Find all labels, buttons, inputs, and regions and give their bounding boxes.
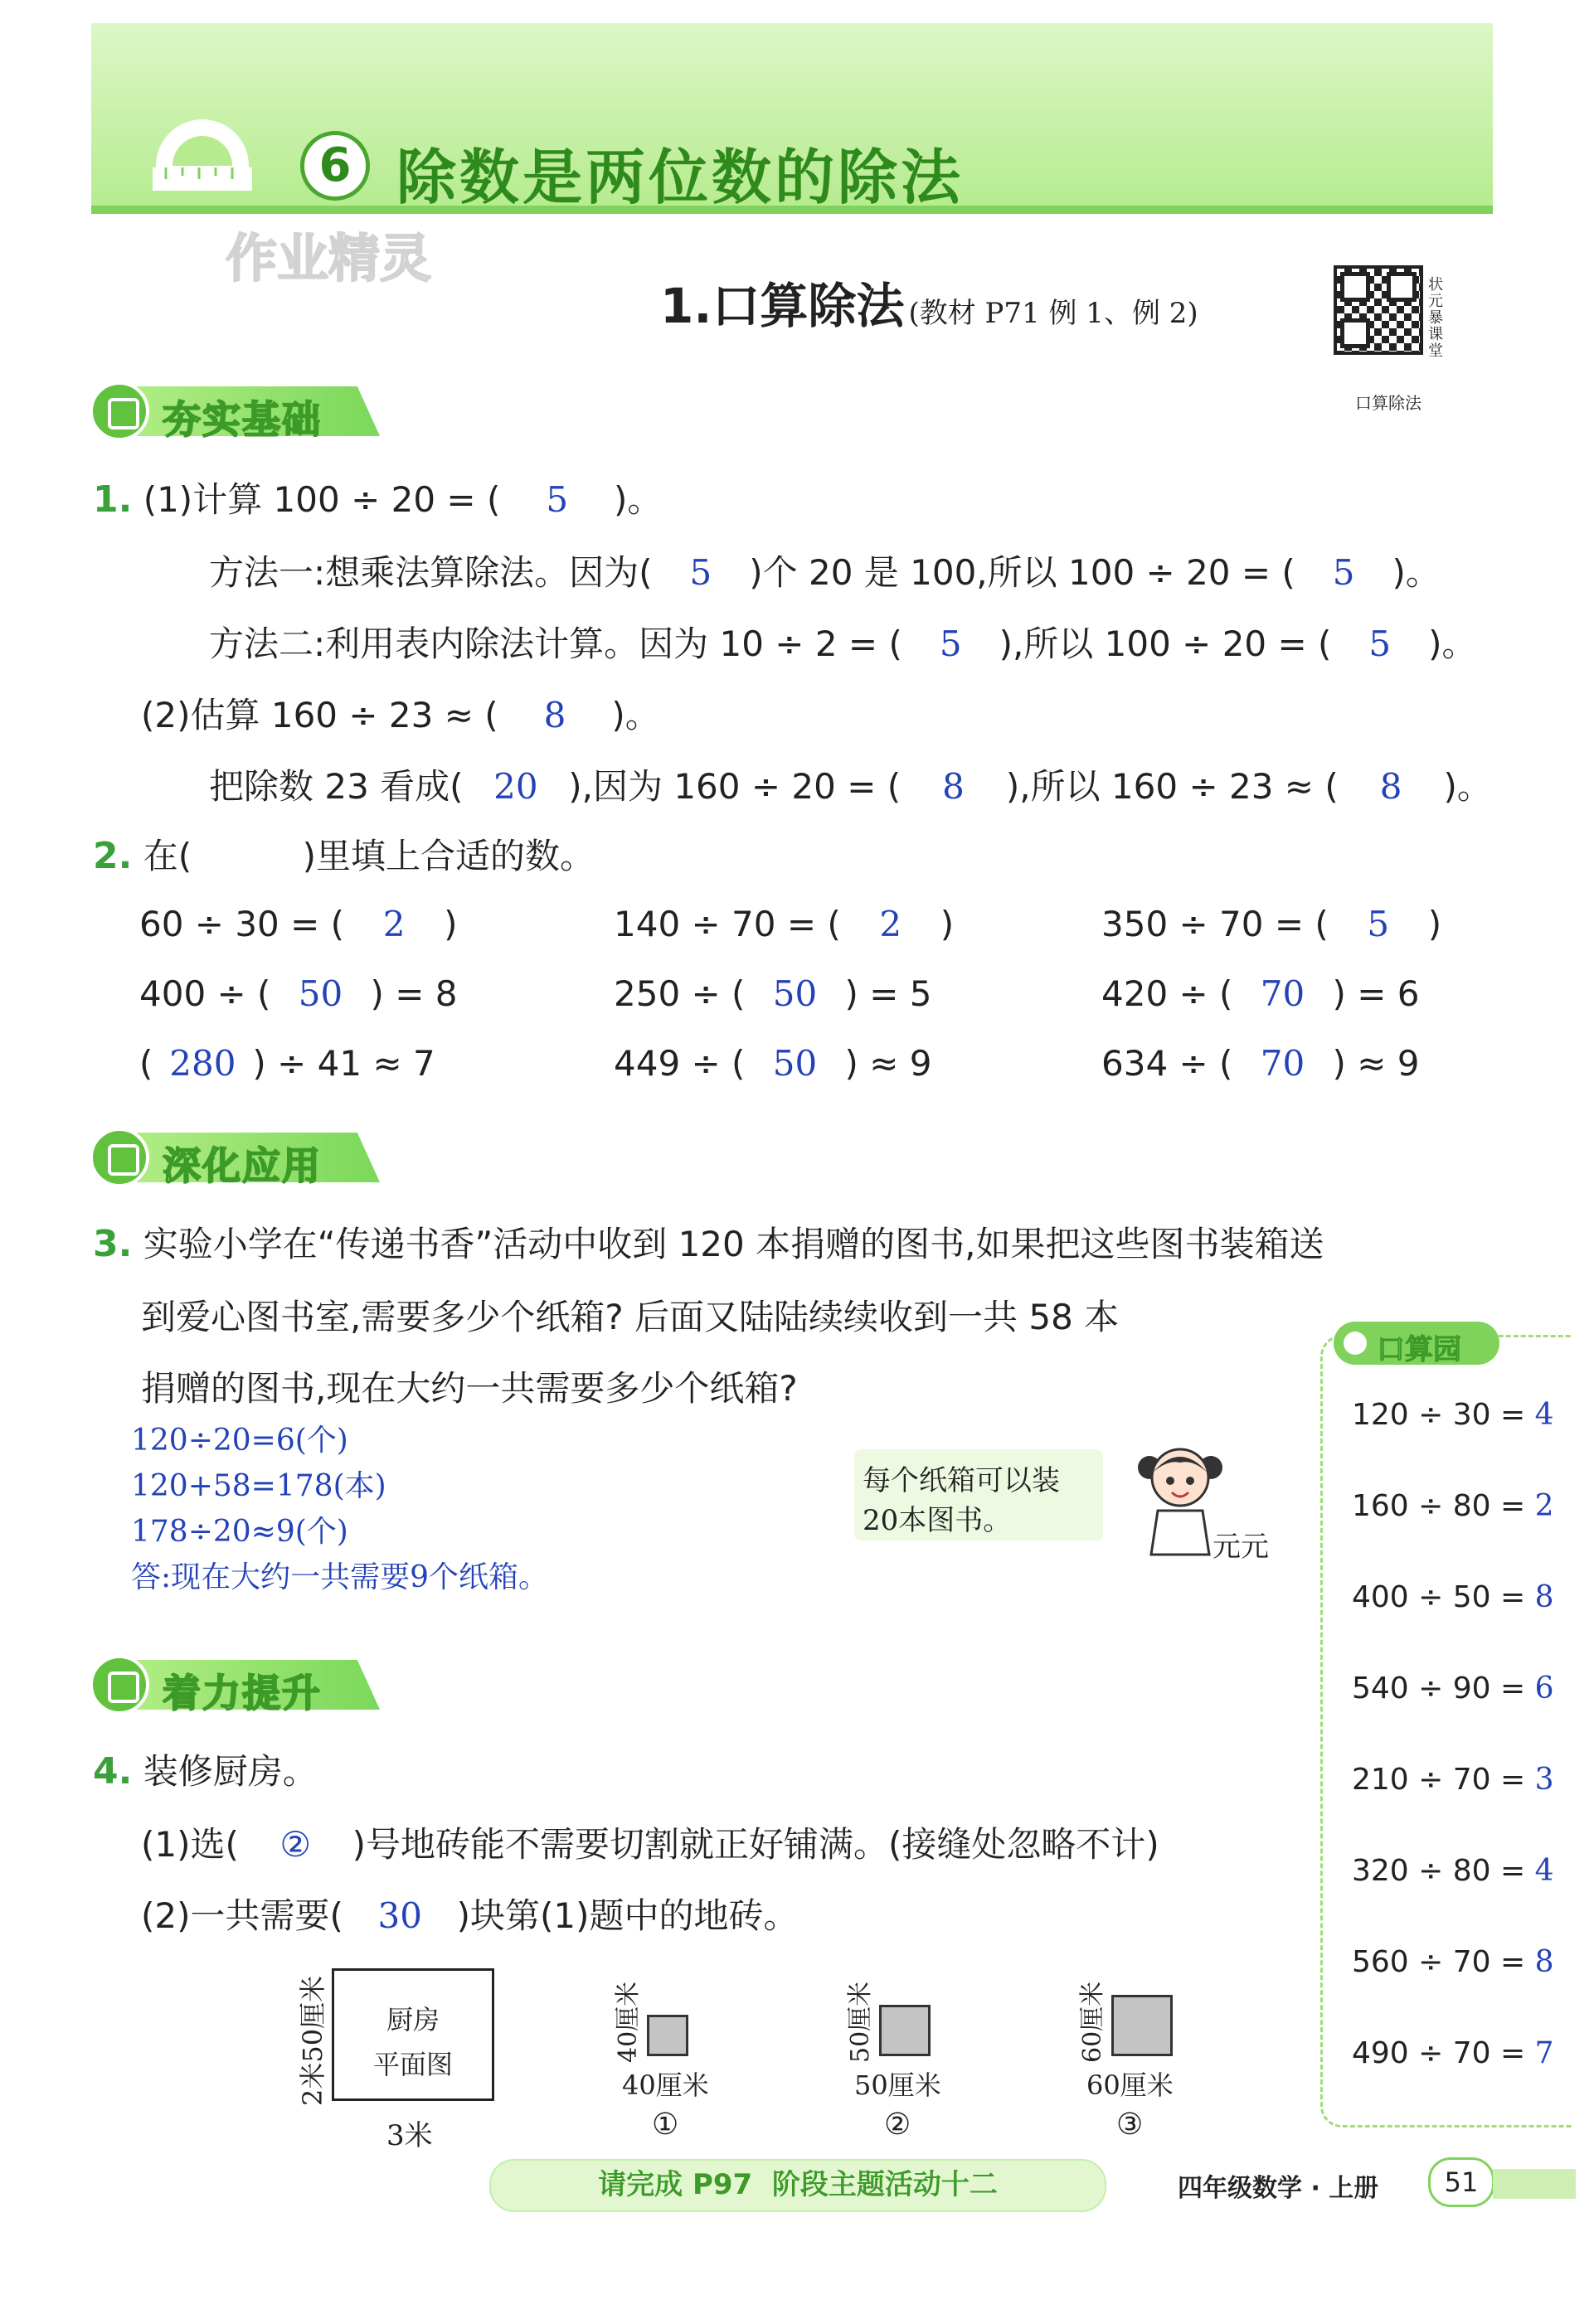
answer: ②: [279, 1824, 312, 1865]
q4-stem: 4. 装修厨房。: [93, 1750, 318, 1793]
watermark: 作业精灵: [226, 228, 432, 289]
answer: 4: [1534, 1398, 1554, 1432]
q3-number: 3.: [93, 1223, 133, 1265]
q4-part1: (1)选( ② )号地砖能不需要切割就正好铺满。(接缝处忽略不计): [141, 1824, 1159, 1865]
speech-bubble: 每个纸箱可以装 20本图书。: [854, 1449, 1103, 1540]
q3-work: [131, 1418, 548, 1600]
answer: 280: [169, 1043, 236, 1084]
character-name: 元元: [1213, 1531, 1269, 1564]
mental-math-item: 160 ÷ 80 = 2: [1352, 1489, 1554, 1523]
answer: 8: [1534, 1580, 1554, 1614]
q2-stem: 2. 在( )里填上合适的数。: [93, 835, 595, 877]
tile-square: [879, 2005, 931, 2056]
mental-math-item: 540 ÷ 90 = 6: [1352, 1671, 1554, 1705]
answer: 3: [1534, 1763, 1554, 1797]
section-improvement: 着力提升: [90, 1655, 388, 1715]
answer: 2: [1534, 1489, 1554, 1523]
section-icon: [90, 1128, 149, 1187]
footer-strip: [1493, 2169, 1576, 2199]
answer: 5: [1368, 623, 1392, 664]
q2-item: 420 ÷ ( 70 ) = 6: [1101, 973, 1420, 1014]
chapter-number-badge: [300, 131, 370, 201]
tile-bottom-label: 50厘米: [854, 2069, 941, 2101]
tile-number-label: ①: [652, 2108, 679, 2142]
chapter-title: 除数是两位数的除法: [396, 143, 965, 212]
answer: 4: [1534, 1854, 1554, 1888]
q3-work-line: 120÷20=6(个): [131, 1424, 348, 1458]
q2-item: ( 280 ) ÷ 41 ≈ 7: [139, 1043, 435, 1084]
kitchen-height-label: 2米50厘米: [297, 1975, 328, 2106]
lesson-title-text: 1.口算除法: [660, 278, 905, 334]
mental-math-item: 320 ÷ 80 = 4: [1352, 1854, 1554, 1888]
answer: 70: [1260, 973, 1305, 1014]
chapter-number: 6: [318, 138, 352, 192]
q2-number: 2.: [93, 835, 133, 877]
side-panel-header: [1334, 1322, 1499, 1365]
q3-work-line: 120+58=178(本): [131, 1469, 386, 1503]
answer: 50: [772, 1043, 818, 1084]
answer: 7: [1534, 2036, 1554, 2070]
q4-part2: (2)一共需要( 30 )块第(1)题中的地砖。: [141, 1895, 799, 1936]
q2-item: 400 ÷ ( 50 ) = 8: [139, 973, 458, 1014]
q1-method1: 方法一:想乘法算除法。因为( 5 )个 20 是 100,所以 100 ÷ 20 = ( 5 )。: [209, 552, 1441, 593]
kitchen-plan: 厨房 平面图: [332, 1968, 494, 2101]
q3-work-line: 答:现在大约一共需要9个纸箱。: [131, 1560, 549, 1594]
q2-item: 449 ÷ ( 50 ) ≈ 9: [614, 1043, 932, 1084]
q1-part1: 1. (1)计算 100 ÷ 20 = ( 5 )。: [93, 478, 663, 521]
q3-work-line: 178÷20≈9(个): [131, 1515, 348, 1549]
kitchen-width-label: 3米: [386, 2119, 433, 2152]
section-foundation: 夯实基础: [90, 381, 388, 441]
answer: 5: [939, 623, 962, 664]
q1-number: 1.: [93, 478, 133, 521]
q2-item: 140 ÷ 70 = ( 2 ): [614, 904, 955, 944]
q3-line1: 3. 实验小学在“传递书香”活动中收到 120 本捐赠的图书,如果把这些图书装箱送: [93, 1223, 1324, 1265]
q2-item: 350 ÷ 70 = ( 5 ): [1101, 904, 1442, 944]
q3-line2: 到爱心图书室,需要多少个纸箱? 后面又陆陆续续收到一共 58 本: [141, 1297, 1120, 1337]
q3-line3: 捐赠的图书,现在大约一共需要多少个纸箱?: [141, 1368, 798, 1409]
q2-item: 60 ÷ 30 = ( 2 ): [139, 904, 458, 944]
answer: 5: [546, 479, 569, 520]
answer: 8: [543, 695, 566, 735]
footer-book: 四年级数学 · 上册: [1178, 2174, 1379, 2203]
answer: 5: [1332, 552, 1355, 593]
q1-part2: (2)估算 160 ÷ 23 ≈ ( 8 )。: [141, 695, 660, 735]
tile-side-label: 60厘米: [1078, 1981, 1107, 2063]
tile-side-label: 50厘米: [846, 1981, 875, 2063]
pencil-icon: [1344, 1332, 1367, 1355]
tile-square: [1111, 1995, 1173, 2056]
lesson-ref: (教材 P71 例 1、例 2): [908, 297, 1198, 330]
ruler-icon: [149, 108, 255, 199]
answer: 5: [1367, 904, 1390, 944]
answer: 30: [377, 1895, 422, 1936]
answer: 8: [1534, 1945, 1554, 1979]
mental-math-item: 120 ÷ 30 = 4: [1352, 1398, 1554, 1432]
tile-number-label: ②: [884, 2108, 911, 2142]
section-application: 深化应用: [90, 1128, 388, 1187]
page-number-badge: [1428, 2157, 1494, 2207]
answer: 2: [879, 904, 902, 944]
qr-caption: 口算除法: [1355, 393, 1421, 413]
q2-item: 250 ÷ ( 50 ) = 5: [614, 973, 932, 1014]
footer-activity: 请完成 P97 阶段主题活动十二: [598, 2168, 998, 2201]
tile-bottom-label: 60厘米: [1086, 2069, 1174, 2101]
q4-number: 4.: [93, 1750, 133, 1793]
mental-math-item: 400 ÷ 50 = 8: [1352, 1580, 1554, 1614]
section-icon: [90, 381, 149, 441]
mental-math-panel: [1320, 1335, 1572, 2128]
q1-method2: 方法二:利用表内除法计算。因为 10 ÷ 2 = ( 5 ),所以 100 ÷ 20 = ( 5 )。: [209, 623, 1477, 664]
answer: 6: [1534, 1671, 1554, 1705]
answer: 8: [1379, 766, 1402, 807]
answer: 5: [689, 552, 712, 593]
tile-number-label: ③: [1116, 2108, 1144, 2142]
side-panel-title: 口算园: [1377, 1333, 1461, 1366]
mental-math-item: 210 ÷ 70 = 3: [1352, 1763, 1554, 1797]
section-icon: [90, 1655, 149, 1715]
qr-side-label: 状元暴课堂: [1428, 276, 1443, 360]
tile-bottom-label: 40厘米: [622, 2069, 709, 2101]
answer: 70: [1260, 1043, 1305, 1084]
q2-item: 634 ÷ ( 70 ) ≈ 9: [1101, 1043, 1420, 1084]
answer: 8: [942, 766, 965, 807]
lesson-title: [660, 267, 1198, 337]
answer: 20: [493, 766, 538, 807]
answer: 50: [772, 973, 818, 1014]
tile-square: [647, 2015, 688, 2056]
answer: 2: [382, 904, 406, 944]
mental-math-item: 490 ÷ 70 = 7: [1352, 2036, 1554, 2070]
answer: 50: [298, 973, 343, 1014]
mental-math-item: 560 ÷ 70 = 8: [1352, 1945, 1554, 1979]
tile-side-label: 40厘米: [614, 1981, 643, 2063]
footer-activity-banner[interactable]: [489, 2159, 1106, 2212]
q1-estimate: 把除数 23 看成( 20 ),因为 160 ÷ 20 = ( 8 ),所以 160 ÷ 23 ≈ ( 8 )。: [209, 766, 1492, 807]
page-number: 51: [1444, 2166, 1479, 2198]
qr-code[interactable]: [1334, 265, 1423, 355]
